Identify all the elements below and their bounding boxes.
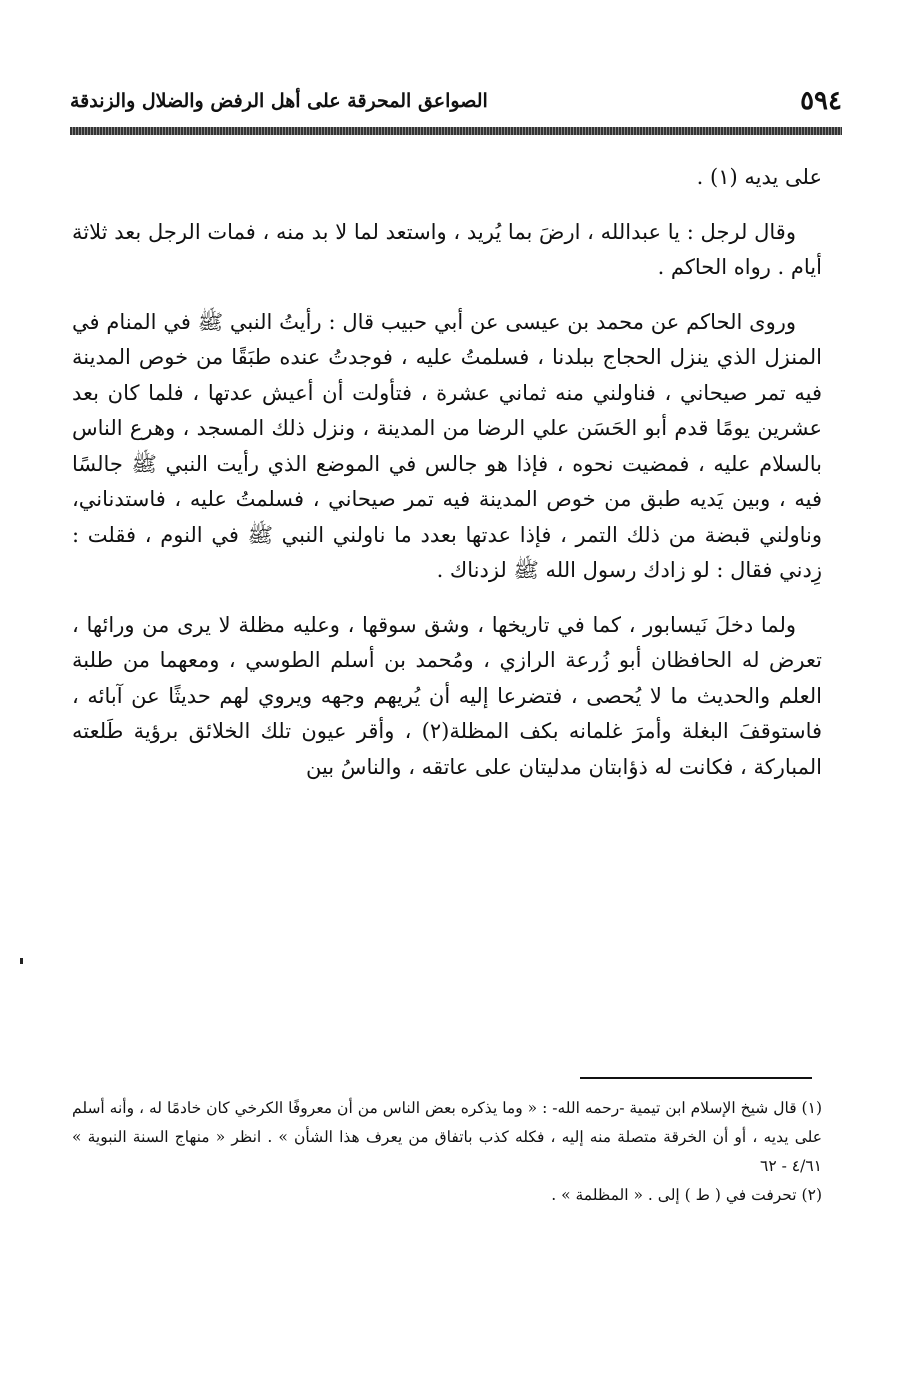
margin-speck (20, 958, 23, 964)
footnote-2: (٢) تحرفت في ( ط ) إلى . « المظلمة » . (551, 1186, 822, 1204)
page-number: ٥٩٤ (800, 86, 842, 116)
paragraph-1: على يديه (١) . (696, 165, 822, 189)
header-rule (70, 127, 842, 135)
footnote-1: (١) قال شيخ الإسلام ابن تيمية -رحمه الله- : « وما يذكره بعض الناس من أن معروفًا الكرخي كان خادمًا له ، وأنه أسلم على يديه ، أو أن الخرقة متصلة منه إليه ، فكله كذب باتفاق من يعرف هذا الشأن » . انظر « منهاج السنة النبوية » ٤/٦١ - ٦٢ (72, 1099, 822, 1175)
footnote-separator (580, 1077, 812, 1079)
running-title: الصواعق المحرقة على أهل الرفض والضلال والزندقة (70, 90, 488, 112)
paragraph-3: وروى الحاكم عن محمد بن عيسى عن أبي حبيب قال : رأيتُ النبي ﷺ في المنام في المنزل الذي ينزل الحجاج ببلدنا ، فسلمتُ عليه ، فوجدتُ عنده طبَقًا من خوص المدينة فيه تمر صيحاني ، فناولني منه ثماني عشرة ، فتأولت أن أعيش عدتها ، فلما كان بعد عشرين يومًا قدم أبو الحَسَن علي الرضا من المدينة ، ونزل ذلك المسجد ، وهرع الناس بالسلام عليه ، فمضيت نحوه ، فإذا هو جالس في الموضع الذي رأيت النبي ﷺ جالسًا فيه ، وبين يَديه طبق من خوص المدينة فيه تمر صيحاني ، فسلمتُ عليه ، فاستدناني، وناولني قبضة من ذلك التمر ، فإذا عدتها بعدد ما ناولني النبي ﷺ في النوم ، فقلت : زِدني فقال : لو زادك رسول الله ﷺ لزدناك . (72, 309, 822, 582)
main-text (72, 160, 822, 804)
page-header (70, 86, 842, 116)
footnotes (72, 1094, 822, 1210)
paragraph-4: ولما دخلَ نَيسابور ، كما في تاريخها ، وشق سوقها ، وعليه مظلة لا يرى من ورائها ، تعرض له الحافظان أبو زُرعة الرازي ، ومُحمد بن أسلم الطوسي ، ومعهما من طلبة العلم والحديث ما لا يُحصى ، فتضرعا إليه أن يُريهم وجهه ويروي لهم حديثًا عن آبائه ، فاستوقفَ البغلة وأمرَ غلمانه بكف المظلة(٢) ، وأقر عيون تلك الخلائق برؤية طَلعته المباركة ، فكانت له ذؤابتان مدليتان على عاتقه ، والناسُ بين (72, 612, 822, 779)
paragraph-2: وقال لرجل : يا عبدالله ، ارضَ بما يُريد ، واستعد لما لا بد منه ، فمات الرجل بعد ثلاثة أيام . رواه الحاكم . (72, 219, 822, 279)
